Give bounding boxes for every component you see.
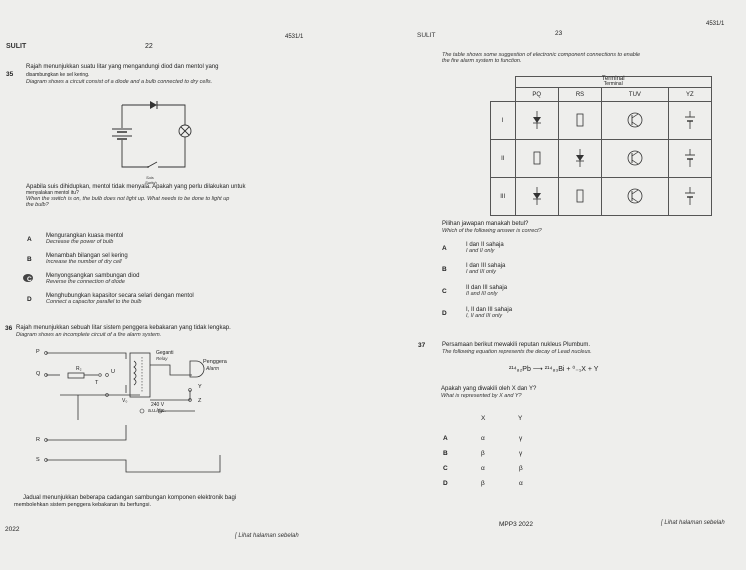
q35-option-b-letter[interactable]: B — [27, 256, 32, 263]
cell-icon — [683, 149, 697, 167]
q37-malay: Persamaan berikut mewakili reputan nukleus Plumbum. — [442, 342, 591, 348]
q35-question-en-1: When the switch is on, the bulb does not light up. What needs to be done to light up — [26, 196, 230, 202]
row-label-i: I — [491, 102, 516, 140]
q35-english: Diagram shows a circuit consist of a diode and a bulb connected to dry cells. — [26, 79, 213, 85]
header-sulit-right: SULIT — [417, 32, 436, 39]
q37-number: 37 — [418, 342, 426, 349]
label-s: S — [36, 457, 40, 463]
q37-option-a-y: γ — [519, 435, 523, 442]
q36-option-c-letter[interactable]: C — [442, 288, 447, 295]
diode-icon — [573, 149, 587, 167]
label-q: Q — [36, 371, 41, 377]
alarm-icon — [190, 361, 204, 377]
label-y: Y — [198, 384, 202, 390]
q36-option-d-en: I, II and III only — [466, 313, 503, 319]
col-yz: YZ — [668, 88, 711, 102]
transistor-icon — [624, 187, 646, 205]
q36-option-b-en: I and III only — [466, 269, 496, 275]
relay-icon — [130, 353, 150, 397]
q36-option-c-en: II and III only — [466, 291, 498, 297]
table-row — [491, 178, 712, 216]
q36-footer-malay-2: membolehkan sistem penggera kebakaran itu berfungsi. — [14, 502, 151, 508]
q37-col-y: Y — [518, 415, 523, 422]
q37-english: The following equation represents the decay of Lead nucleus. — [442, 349, 592, 355]
cell-icon — [683, 187, 697, 205]
q37-option-c-letter[interactable]: C — [443, 465, 448, 472]
q36-prompt-en: Which of the following answer is correct? — [442, 228, 542, 234]
intro-line-2: the fire alarm system to function. — [442, 58, 522, 64]
q36-malay: Rajah menunjukkan sebuah litar sistem penggera kebakaran yang tidak lengkap. — [16, 325, 231, 331]
q36-option-a-en: I and II only — [466, 248, 495, 254]
dry-cell-icon — [112, 128, 132, 140]
relay-label-malay: Geganti — [156, 350, 174, 356]
page-number-right: 23 — [555, 30, 563, 37]
q35-option-a-letter[interactable]: A — [27, 236, 32, 243]
q37-option-d-letter[interactable]: D — [443, 480, 448, 487]
q36-number: 36 — [5, 325, 13, 332]
switch-label-english: Switch — [145, 180, 157, 185]
q37-option-b-letter[interactable]: B — [443, 450, 448, 457]
q35-circuit-diagram — [90, 95, 200, 180]
q35-malay-2: disambungkan ke sel kering. — [26, 72, 90, 78]
q36-option-d-malay: I, II dan III sahaja — [466, 307, 513, 313]
switch-label-malay: Suis — [146, 175, 154, 180]
label-v0: V₀ — [122, 398, 128, 404]
diode-icon — [530, 111, 544, 129]
q35-question-malay-2: menyalakan mentol itu? — [26, 190, 79, 196]
footer-year: 2022 — [5, 526, 20, 533]
row-label-ii: II — [491, 140, 516, 178]
q36-option-d-letter[interactable]: D — [442, 310, 447, 317]
q37-option-d-y: α — [519, 480, 523, 487]
label-u: U — [111, 369, 115, 375]
q37-equation: ²¹⁴₈₂Pb ⟶ ²¹⁴₈₃Bi + ⁰₋₁X + Y — [509, 366, 599, 373]
footer-next-left: [ Lihat halaman sebelah — [235, 533, 299, 539]
table-row — [491, 102, 712, 140]
header-sulit-left: SULIT — [6, 43, 27, 50]
bulb-icon — [179, 125, 191, 137]
intro-line-1: The table shows some suggestion of electronic component connections to enable — [442, 52, 641, 58]
transistor-icon — [624, 111, 646, 129]
footer-next-right: [ Lihat halaman sebelah — [661, 520, 725, 526]
q37-col-x: X — [481, 415, 486, 422]
q37-option-a-x: α — [481, 435, 485, 442]
cell-icon — [683, 111, 697, 129]
q35-option-b-malay: Menambah bilangan sel kering — [46, 253, 128, 259]
paper-code-left: 4531/1 — [285, 34, 304, 40]
q36-option-b-malay: I dan III sahaja — [466, 263, 506, 269]
resistor-icon — [573, 187, 587, 205]
col-pq: PQ — [515, 88, 558, 102]
q35-option-c-letter[interactable]: C — [27, 276, 32, 283]
q35-option-c-malay: Menyongsangkan sambungan diod — [46, 273, 140, 279]
q37-option-a-letter[interactable]: A — [443, 435, 448, 442]
switch-icon — [147, 162, 158, 171]
resistor-icon — [68, 373, 101, 378]
q35-malay-1: Rajah menunjukkan suatu litar yang mengandungi diod dan mentol yang — [26, 64, 219, 70]
transistor-icon — [624, 149, 646, 167]
label-z: Z — [198, 398, 202, 404]
q35-number: 35 — [6, 71, 14, 78]
q35-option-b-en: Increase the number of dry cell — [46, 259, 122, 265]
paper-code-right: 4531/1 — [706, 21, 725, 27]
terminal-dot-icons — [45, 352, 192, 462]
q35-option-a-malay: Mengurangkan kuasa mentol — [46, 233, 124, 239]
supply-voltage: 240 V — [151, 402, 165, 408]
q36-english: Diagram shows an incomplete circuit of a fire alarm system. — [16, 332, 162, 338]
relay-label-en: Relay — [156, 356, 168, 361]
supply-type: a.u./a.c. — [148, 408, 166, 414]
q37-question-malay: Apakah yang diwakili oleh X dan Y? — [441, 386, 537, 392]
q37-question-en: What is represented by X and Y? — [441, 393, 522, 399]
alarm-label-malay: Penggera — [203, 359, 227, 365]
label-t: T — [95, 380, 99, 386]
q35-option-c-en: Reverse the connection of diode — [46, 279, 125, 285]
resistor-icon — [530, 149, 544, 167]
page-number-left: 22 — [145, 43, 153, 50]
label-p: P — [36, 349, 40, 355]
table-row — [491, 140, 712, 178]
q37-option-b-y: γ — [519, 450, 523, 457]
q37-option-c-x: α — [481, 465, 485, 472]
label-r2: R₂ — [76, 366, 82, 372]
table-header-terminal: Terminal Terminal — [515, 77, 712, 88]
q36-option-a-malay: I dan II sahaja — [466, 242, 504, 248]
q36-option-c-malay: II dan III sahaja — [466, 285, 508, 291]
q37-option-c-y: β — [519, 465, 523, 472]
footer-center-right: MPP3 2022 — [499, 521, 533, 528]
q36-footer-malay: Jadual menunjukkan beberapa cadangan sambungan komponen elektronik bagi — [23, 495, 237, 501]
q35-option-a-en: Decrease the power of bulb — [46, 239, 114, 245]
q37-option-b-x: β — [481, 450, 485, 457]
diode-icon — [530, 187, 544, 205]
col-tuv: TUV — [602, 88, 668, 102]
q35-option-d-en: Connect a capacitor parallel to the bulb — [46, 299, 142, 305]
diode-icon — [150, 101, 157, 109]
q37-option-d-x: β — [481, 480, 485, 487]
q36-option-b-letter[interactable]: B — [442, 266, 447, 273]
q35-option-d-letter[interactable]: D — [27, 296, 32, 303]
q36-option-a-letter[interactable]: A — [442, 245, 447, 252]
q36-prompt-malay: Pilihan jawapan manakah betul? — [442, 221, 529, 227]
col-rs: RS — [558, 88, 601, 102]
q35-option-d-malay: Menghubungkan kapasitor secara selari dengan mentol — [46, 293, 194, 299]
q35-question-en-2: the bulb? — [26, 202, 49, 208]
alarm-label-en: Alarm — [206, 366, 220, 372]
connection-table — [490, 76, 712, 216]
row-label-iii: III — [491, 178, 516, 216]
resistor-icon — [573, 111, 587, 129]
q35-question-malay-1: Apabila suis dihidupkan, mentol tidak menyala. Apakah yang perlu dilakukan untuk — [26, 184, 246, 190]
label-r: R — [36, 437, 40, 443]
